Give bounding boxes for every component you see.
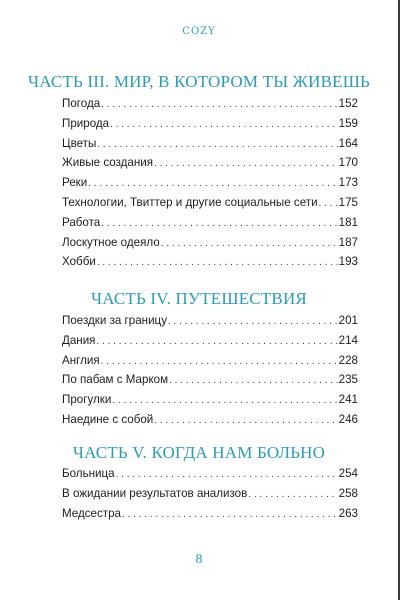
toc-entry-title: Цветы [62,136,97,150]
dot-leader [101,99,337,110]
toc-entry [62,507,358,527]
dot-leader [97,139,337,150]
toc-entry [62,334,358,354]
dot-leader [161,238,338,249]
toc-entry-page: 235 [338,373,358,387]
part-title-4: ЧАСТЬ IV. ПУТЕШЕСТВИЯ [91,289,307,308]
toc-entry-page: 175 [338,195,358,209]
toc-entry-page: 258 [338,486,358,500]
toc-entry-page: 246 [338,412,358,426]
toc-entry [62,196,358,216]
toc-entry-page: 201 [338,314,358,327]
toc-entry [62,255,358,275]
toc-entry-title: Погода [62,97,101,110]
dot-leader [168,316,338,327]
dot-leader [319,198,338,209]
toc-entry-page: 181 [338,215,358,229]
toc-entry-page: 214 [338,333,358,347]
toc-entry-page: 164 [338,136,358,150]
toc-entry-title: Реки [62,176,88,190]
toc-entry [62,216,358,236]
toc-entry [62,467,358,487]
toc-entry-page: 187 [338,235,358,249]
page-number: 8 [195,552,203,567]
toc-entry-page: 193 [338,255,358,269]
toc-entry-page: 173 [338,176,358,190]
toc-part-4 [62,314,358,433]
toc-entry [62,137,358,157]
dot-leader [154,415,337,426]
dot-leader [101,218,337,229]
toc-entry-page: 228 [338,353,358,367]
toc-entry-page: 263 [338,506,358,520]
toc-entry-title: Прогулки [62,393,112,407]
toc-entry-title: По пабам с Марком [62,373,169,387]
toc-entry-page: 152 [338,97,358,110]
toc-entry-page: 254 [338,467,358,480]
dot-leader [97,257,338,268]
dot-leader [112,395,337,406]
dot-leader [154,158,338,169]
toc-entry [62,117,358,137]
toc-entry-page: 170 [338,156,358,170]
toc-entry [62,413,358,433]
toc-part-3 [62,97,358,275]
part-title-3: ЧАСТЬ III. МИР, В КОТОРОМ ТЫ ЖИВЕШЬ [27,72,371,91]
toc-entry-title: Работа [62,215,101,229]
toc-entry-title: Поездки за границу [62,314,167,327]
toc-entry [62,373,358,393]
dot-leader [116,469,338,480]
toc-entry-title: Медсестра [62,506,121,520]
toc-entry-title: Лоскутное одеяло [62,235,160,249]
toc-entry-title: Хобби [62,255,96,269]
toc-entry-title: Наедине с собой [62,412,154,426]
toc-entry-title: Больница [62,467,115,480]
toc-entry [62,176,358,196]
toc-part-5 [62,467,358,526]
toc-entry-page: 159 [338,116,358,130]
dot-leader [169,375,338,386]
toc-entry [62,393,358,413]
dot-leader [122,509,338,520]
part-title-5: ЧАСТЬ V. КОГДА НАМ БОЛЬНО [72,443,326,462]
dot-leader [248,489,337,500]
toc-entry-title: Природа [62,116,110,130]
running-head: COZY [182,26,216,37]
toc-entry-title: Технологии, Твиттер и другие социальные сети [62,195,318,209]
toc-entry [62,236,358,256]
toc-entry [62,156,358,176]
toc-entry [62,487,358,507]
toc-entry [62,314,358,334]
dot-leader [101,356,338,367]
toc-entry-page: 241 [338,393,358,407]
dot-leader [110,119,338,130]
toc-entry-title: В ожидании результатов анализов [62,486,248,500]
toc-entry [62,97,358,117]
dot-leader [88,178,337,189]
toc-entry [62,354,358,374]
toc-entry-title: Дания [62,333,96,347]
toc-entry-title: Живые создания [62,156,154,170]
dot-leader [96,336,337,347]
toc-entry-title: Англия [62,353,100,367]
